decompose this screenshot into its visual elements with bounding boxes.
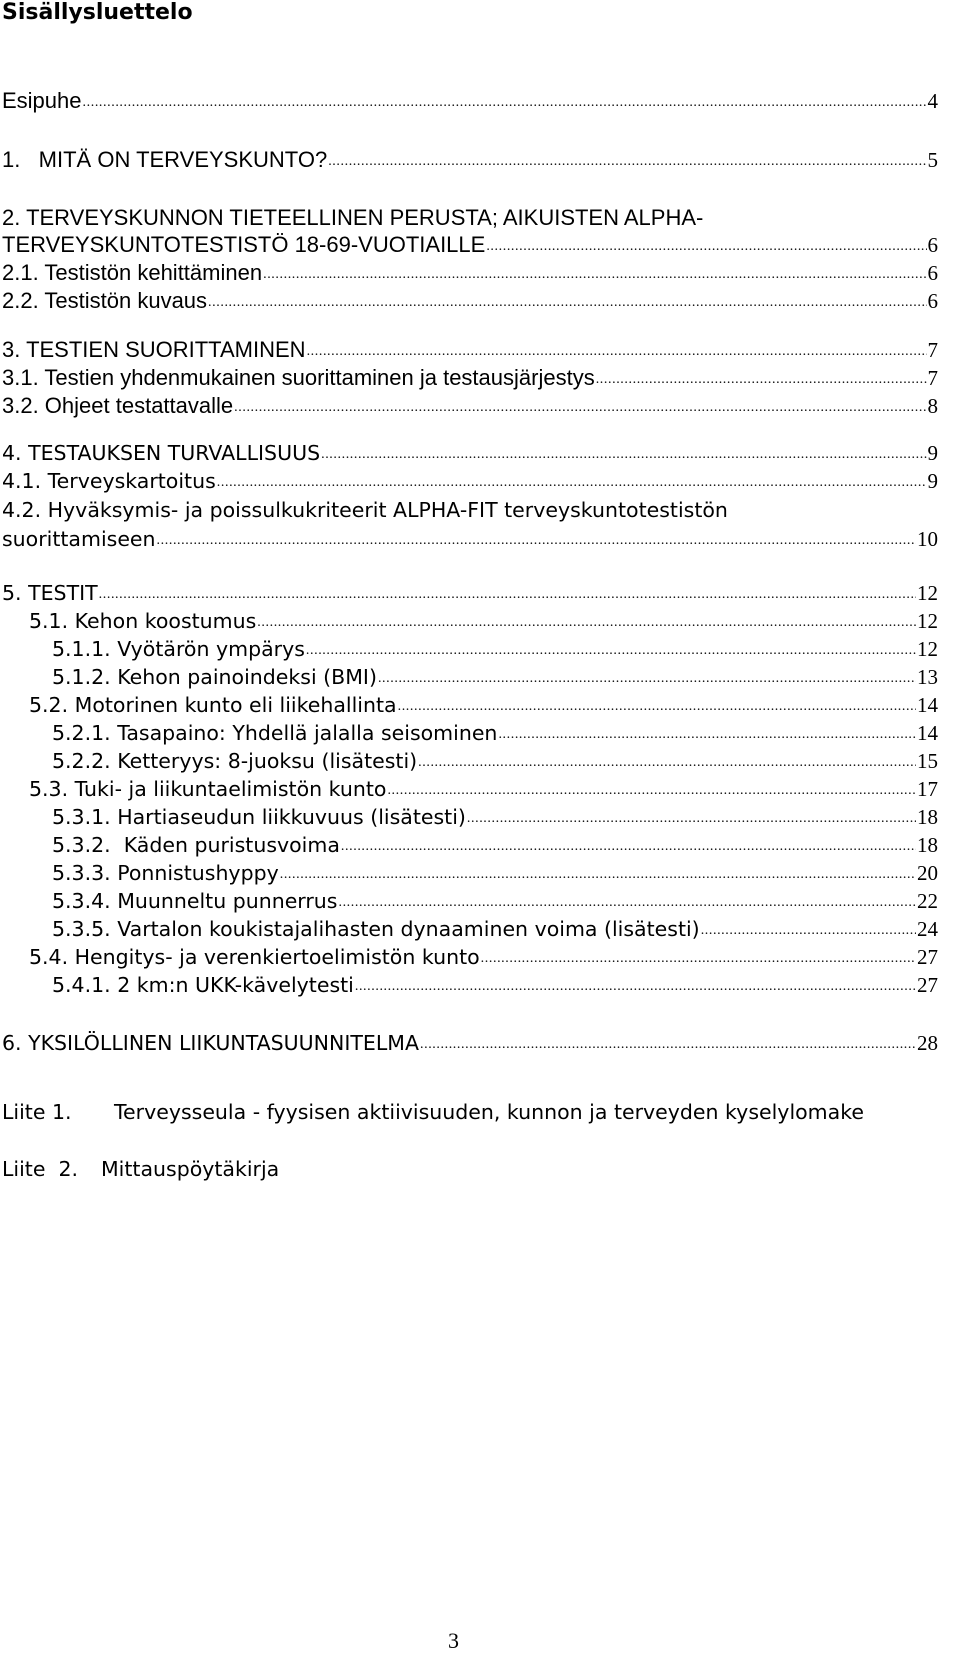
page-number: 3	[448, 1628, 459, 1653]
toc-entry-label: 1. MITÄ ON TERVEYSKUNTO?	[2, 147, 328, 172]
toc-entry-page: 12	[917, 581, 938, 605]
toc-entry-page: 12	[917, 637, 938, 661]
dot-leader	[378, 663, 916, 687]
toc-entry-page: 14	[917, 693, 938, 717]
toc-entry-label: 5.2. Motorinen kunto eli liikehallinta	[29, 693, 397, 717]
toc-entry-label: 5.4. Hengitys- ja verenkiertoelimistön kunto	[29, 945, 480, 969]
toc-entry-label: 2.1. Testistön kehittäminen	[2, 260, 263, 285]
toc-entry-page: 9	[927, 441, 938, 465]
dot-leader	[306, 635, 916, 659]
dot-leader	[467, 803, 916, 827]
toc-entry-2-2[interactable]	[2, 288, 938, 318]
toc-entry-4-1[interactable]	[2, 469, 938, 499]
toc-entry-page: 13	[917, 665, 938, 689]
toc-entry-label: 5.3.2. Käden puristusvoima	[52, 833, 340, 857]
toc-entry-page: 4	[927, 89, 938, 113]
dot-leader	[418, 747, 916, 771]
dot-leader	[420, 1029, 916, 1053]
toc-entry-page: 18	[917, 805, 938, 829]
toc-entry-label: 5.3.4. Muunneltu punnerrus	[52, 889, 338, 913]
toc-entry-page: 27	[917, 945, 938, 969]
appendix-1-label: Liite 1.	[2, 1100, 72, 1124]
dot-leader	[208, 286, 926, 312]
toc-entry-page: 15	[917, 749, 938, 773]
toc-entry-page: 24	[917, 917, 938, 941]
dot-leader	[338, 887, 916, 911]
toc-entry-label: 5.3.1. Hartiaseudun liikkuvuus (lisätesti)	[52, 805, 466, 829]
toc-entry-label: 4. TESTAUKSEN TURVALLISUUS	[2, 441, 321, 465]
toc-entry-label: 5.4.1. 2 km:n UKK-kävelytesti	[52, 973, 354, 997]
dot-leader	[157, 525, 916, 549]
dot-leader	[280, 859, 916, 883]
toc-entry-page: 8	[927, 394, 938, 418]
dot-leader	[498, 719, 916, 743]
toc-entry-label: suorittamiseen	[2, 527, 156, 551]
toc-entry-page: 6	[927, 233, 938, 257]
dot-leader	[307, 335, 927, 361]
appendix-2-text[interactable]: Mittauspöytäkirja	[101, 1157, 280, 1181]
dot-leader	[217, 467, 927, 491]
dot-leader	[596, 363, 927, 389]
toc-entry-page: 7	[927, 338, 938, 362]
dot-leader	[701, 915, 916, 939]
toc-entry-page: 10	[917, 527, 938, 551]
dot-leader	[398, 691, 916, 715]
dot-leader	[341, 831, 916, 855]
dot-leader	[234, 391, 926, 417]
toc-entry-label: 3. TESTIEN SUORITTAMINEN	[2, 337, 306, 362]
toc-entry-page: 20	[917, 861, 938, 885]
toc-entry-3-2[interactable]	[2, 393, 938, 423]
dot-leader	[328, 145, 926, 171]
dot-leader	[481, 943, 916, 967]
toc-entry-page: 6	[927, 261, 938, 285]
dot-leader	[355, 971, 916, 995]
toc-entry-page: 14	[917, 721, 938, 745]
dot-leader	[83, 86, 927, 112]
toc-entry-label: 6. YKSILÖLLINEN LIIKUNTASUUNNITELMA	[2, 1031, 419, 1055]
toc-entry-label: TERVEYSKUNTOTESTISTÖ 18-69-VUOTIAILLE	[2, 232, 486, 257]
toc-entry-label: 5.2.2. Ketteryys: 8-juoksu (lisätesti)	[52, 749, 418, 773]
toc-entry-label: 5. TESTIT	[2, 581, 98, 605]
toc-title: Sisällysluettelo	[2, 0, 193, 25]
toc-entry-label: 5.3. Tuki- ja liikuntaelimistön kunto	[29, 777, 387, 801]
dot-leader	[387, 775, 916, 799]
toc-entry-label: 5.1.2. Kehon painoindeksi (BMI)	[52, 665, 377, 689]
dot-leader	[99, 579, 916, 603]
dot-leader	[486, 230, 926, 256]
toc-entry-label: 2.2. Testistön kuvaus	[2, 288, 208, 313]
toc-entry-page: 27	[917, 973, 938, 997]
toc-entry-4-2[interactable]	[2, 527, 938, 557]
toc-entry-label: 5.3.3. Ponnistushyppy	[52, 861, 279, 885]
toc-entry-label: 4.1. Terveyskartoitus	[2, 469, 216, 493]
toc-entry-5-4-1[interactable]	[52, 973, 938, 1003]
toc-entry-page: 22	[917, 889, 938, 913]
toc-entry-1[interactable]	[2, 147, 938, 177]
toc-entry-esipuhe[interactable]	[2, 88, 938, 118]
toc-entry-page: 5	[927, 148, 938, 172]
toc-entry-label: Esipuhe	[2, 88, 82, 113]
toc-entry-label: 5.1. Kehon koostumus	[29, 609, 257, 633]
toc-entry-6[interactable]	[2, 1031, 938, 1061]
toc-entry-page: 9	[927, 469, 938, 493]
toc-entry-label: 5.1.1. Vyötärön ympärys	[52, 637, 305, 661]
appendix-1-text[interactable]: Terveysseula - fyysisen aktiivisuuden, kunnon ja terveyden kyselylomake	[114, 1100, 864, 1124]
toc-entry-page: 28	[917, 1031, 938, 1055]
toc-entry-page: 17	[917, 777, 938, 801]
dot-leader	[263, 258, 926, 284]
toc-entry-2-line1[interactable]: 2. TERVEYSKUNNON TIETEELLINEN PERUSTA; AIKUISTEN ALPHA-	[2, 205, 704, 230]
toc-entry-label: 3.1. Testien yhdenmukainen suorittaminen ja testausjärjestys	[2, 365, 595, 390]
toc-entry-label: 3.2. Ohjeet testattavalle	[2, 393, 234, 418]
dot-leader	[257, 607, 916, 631]
toc-entry-label: 5.3.5. Vartalon koukistajalihasten dynaaminen voima (lisätesti)	[52, 917, 700, 941]
toc-entry-label: 5.2.1. Tasapaino: Yhdellä jalalla seisominen	[52, 721, 498, 745]
toc-entry-page: 7	[927, 366, 938, 390]
toc-entry-4-2-line1[interactable]: 4.2. Hyväksymis- ja poissulkukriteerit ALPHA-FIT terveyskuntotestistön	[2, 498, 728, 522]
dot-leader	[321, 439, 926, 463]
toc-entry-page: 6	[927, 289, 938, 313]
appendix-2-label: Liite 2.	[2, 1157, 79, 1181]
toc-entry-page: 12	[917, 609, 938, 633]
toc-entry-page: 18	[917, 833, 938, 857]
